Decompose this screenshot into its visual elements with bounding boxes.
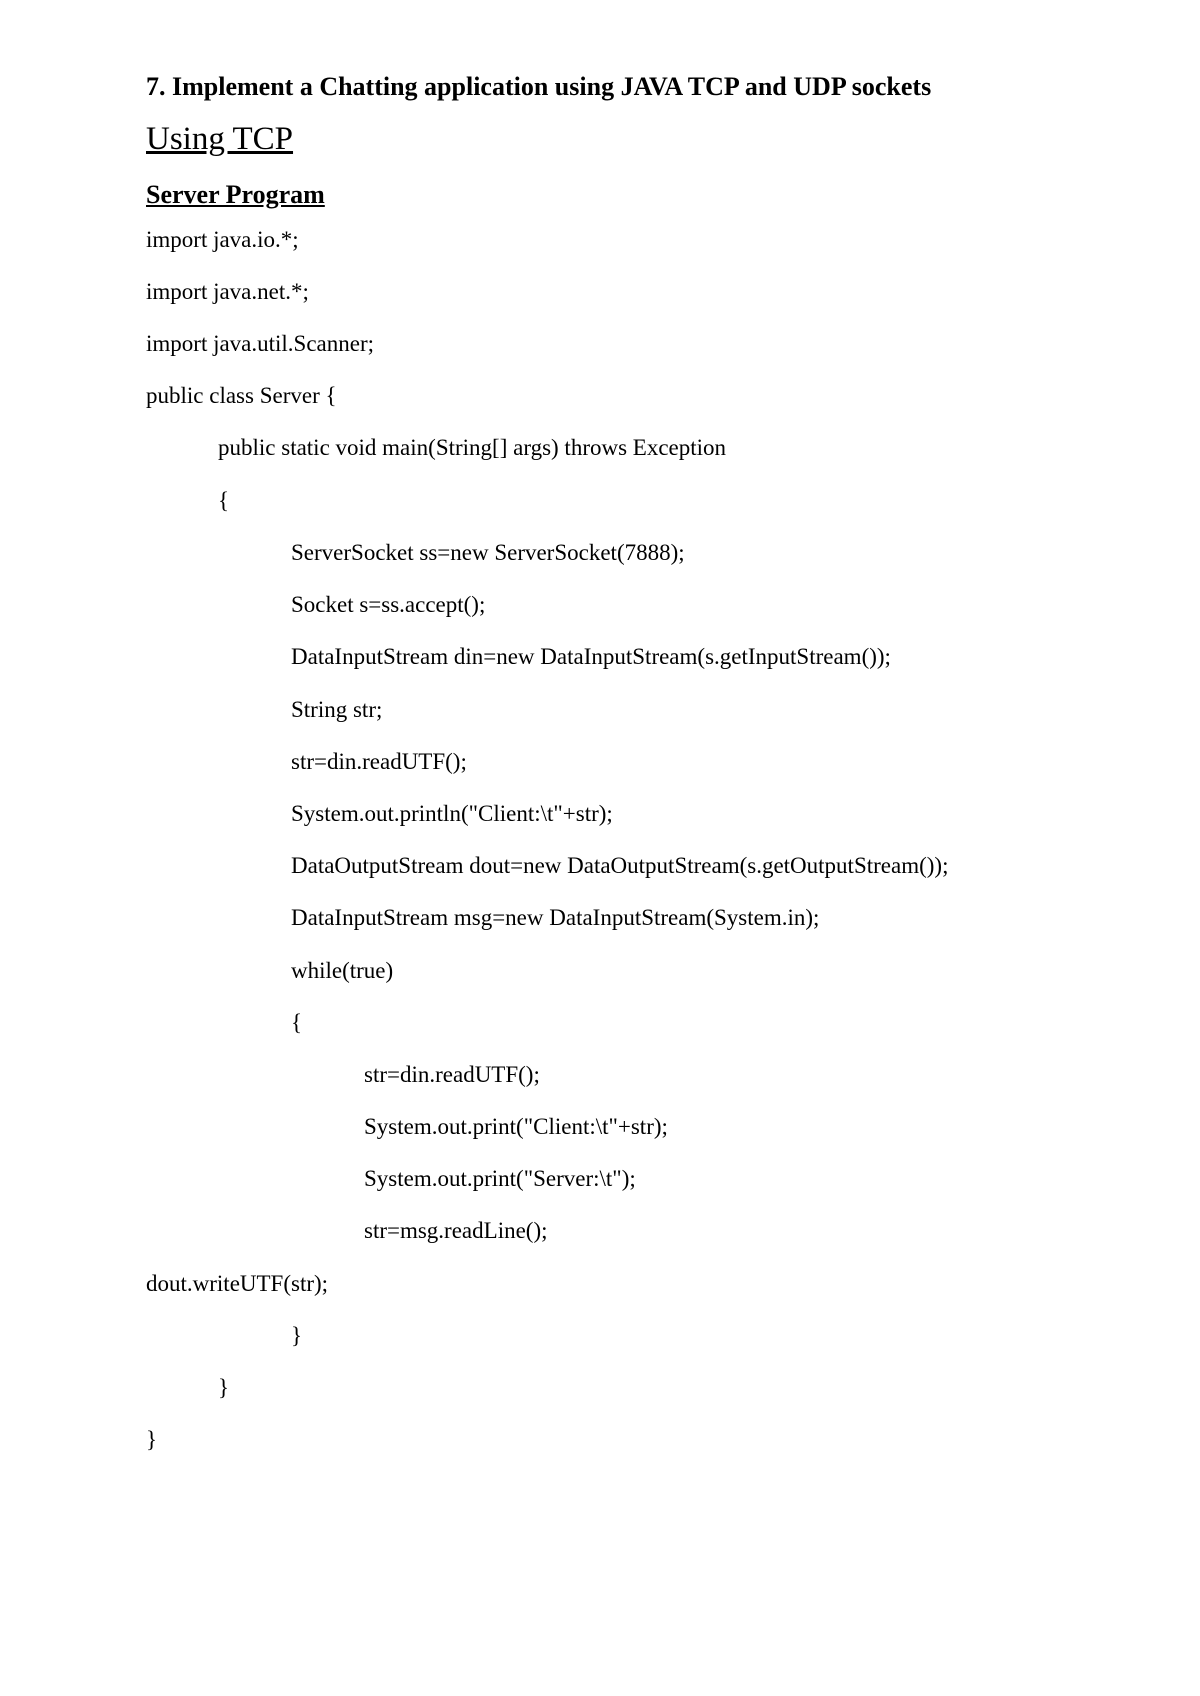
code-line: } — [146, 1427, 158, 1452]
code-line: dout.writeUTF(str); — [146, 1271, 329, 1296]
code-line: { — [291, 1010, 303, 1035]
code-line: String str; — [291, 697, 383, 722]
code-line: public class Server { — [146, 383, 337, 408]
code-line: System.out.println("Client:\t"+str); — [291, 801, 613, 826]
code-line: while(true) — [291, 958, 394, 983]
code-line: str=din.readUTF(); — [364, 1062, 540, 1087]
code-line: str=din.readUTF(); — [291, 749, 467, 774]
code-line: System.out.print("Server:\t"); — [364, 1166, 636, 1191]
code-line: } — [218, 1375, 230, 1400]
code-line: { — [218, 488, 230, 513]
code-line: System.out.print("Client:\t"+str); — [364, 1114, 668, 1139]
section-heading-tcp: Using TCP — [146, 121, 294, 157]
code-line: import java.util.Scanner; — [146, 331, 375, 356]
code-line: DataOutputStream dout=new DataOutputStream(s.getOutputStream()); — [291, 853, 949, 878]
code-line: DataInputStream din=new DataInputStream(s.getInputStream()); — [291, 644, 891, 669]
code-line: import java.net.*; — [146, 279, 309, 304]
code-line: DataInputStream msg=new DataInputStream(System.in); — [291, 905, 820, 930]
code-line: } — [291, 1323, 303, 1348]
code-line: Socket s=ss.accept(); — [291, 592, 486, 617]
code-line: ServerSocket ss=new ServerSocket(7888); — [291, 540, 685, 565]
code-line: public static void main(String[] args) throws Exception — [218, 435, 727, 460]
code-line: import java.io.*; — [146, 227, 299, 252]
page-title: 7. Implement a Chatting application using JAVA TCP and UDP sockets — [146, 72, 932, 101]
code-line: str=msg.readLine(); — [364, 1218, 548, 1243]
subsection-heading-server-program: Server Program — [146, 180, 325, 209]
